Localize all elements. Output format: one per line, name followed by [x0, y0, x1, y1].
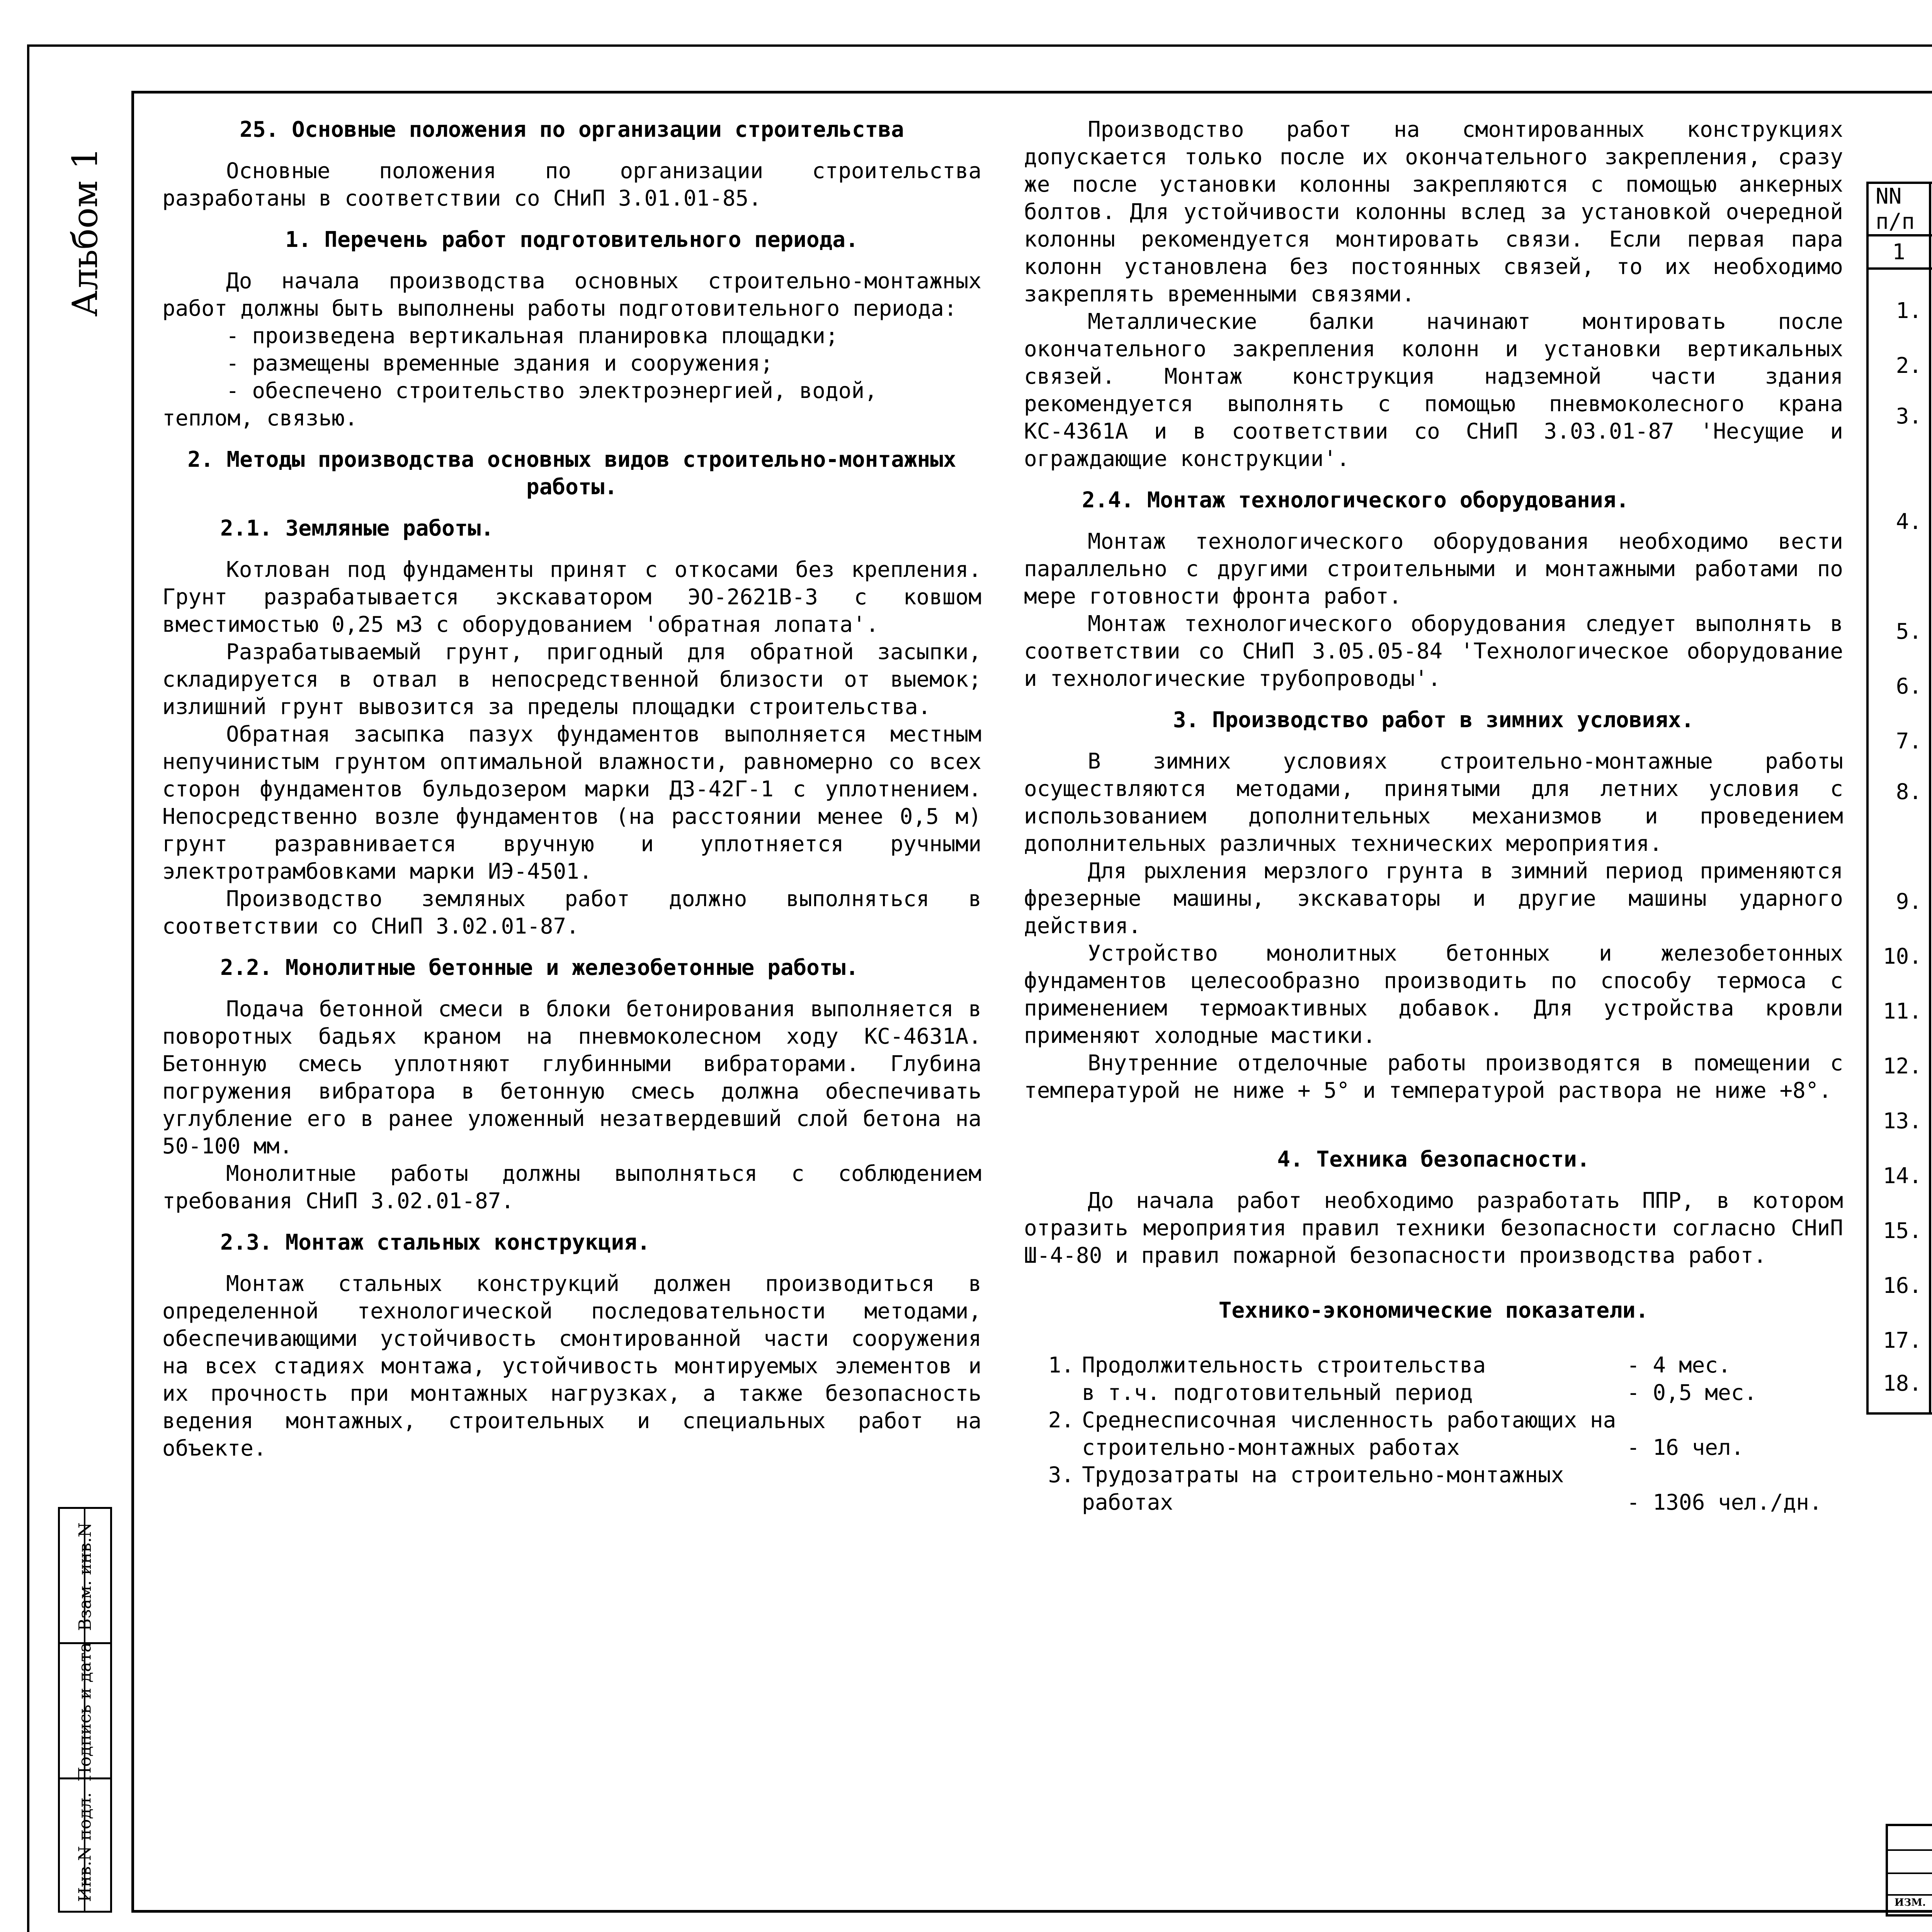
paragraph: Монтаж технологического оборудования необходимо вести параллельно с другими строительными и монтажными работами по мере готовности фронта работ. — [1024, 529, 1843, 609]
subsection-heading: 2.2. Монолитные бетонные и железобетонные работы. — [220, 955, 859, 980]
col-header-nn: NN п/п — [1867, 183, 1930, 235]
paragraph: Внутренние отделочные работы производятся в помещении с температурой не ниже + 5° и температурой раствора не ниже +8°. — [1024, 1051, 1843, 1103]
section-heading: 4. Техника безопасности. — [1277, 1147, 1590, 1172]
indicator-row: 3. Трудозатраты на строительно-монтажных работах - 1306 чел./дн. — [1048, 1463, 1822, 1515]
volumes-title — [1866, 116, 1932, 171]
table-row: 6. — [1867, 645, 1932, 700]
paragraph: Устройство монолитных бетонных и железобетонных фундаментов целесообразно производить по способу термоса с применением термоактивных добавок. Для устройства кровли применяют холодные мастики. — [1024, 941, 1843, 1048]
table-row: 16. — [1867, 1245, 1932, 1299]
section-heading: 3. Производство работ в зимних условиях. — [1173, 707, 1694, 733]
sig-cell-inv: Инв.N подл. — [60, 1777, 110, 1915]
table-row: 5. — [1867, 590, 1932, 645]
subsection-heading: 2.3. Монтаж стальных конструкция. — [220, 1230, 650, 1255]
paragraph: Металлические балки начинают монтировать после окончательного закрепления колонн и установки вертикальных связей. Монтаж конструкция надземной части здания рекомендуется выполнять с помощью пневмоколесного крана КС-4361А и в соответствии со СНиП 3.03.01-87 'Несущие и ограждающие конструкции'. — [1024, 309, 1843, 471]
album-label: Альбом 1 — [65, 147, 105, 317]
table-row: 4. — [1867, 485, 1932, 590]
paragraph: Котлован под фундаменты принят с откосами без крепления. Грунт разрабатывается экскаватором ЭО-2621В-3 с ковшом вместимостью 0,25 м3 с оборудованием 'обратная лопата'. — [162, 557, 981, 637]
text-column-1 — [162, 116, 981, 1462]
paragraph: Производство работ на смонтированных конструкциях допускается только после их окончательного закрепления, сразу же после установки колонны закрепляются с помощью анкерных болтов. Для устойчивости колонны вслед за установкой очередной колонны рекомендуется монтировать связи. Если первая пара колонн установлена без постоянных связей, то их необходимо закреплять временными связями. — [1024, 117, 1843, 307]
col-header-name — [1930, 183, 1932, 235]
paragraph: В зимних условиях строительно-монтажные работы осуществляются методами, принятыми для летних условия с использованием дополнительных механизмов и проведением дополнительных различных технических мероприятия. — [1024, 749, 1843, 856]
table-row: 1. — [1867, 269, 1932, 325]
section-heading: 1. Перечень работ подготовительного периода. — [285, 227, 859, 252]
paragraph: Монтаж стальных конструкций должен производиться в определенной технологической последовательности методами, обеспечивающими устойчивость смонтированной части сооружения на всех стадиях монтажа, устойчивость монтируемых элементов и их прочность при монтажных нагрузках, а также безопасность ведения монтажных, строительных и специальных работ на объекте. — [162, 1271, 981, 1461]
sig-cell-podpis: Подпись и дата — [60, 1642, 110, 1779]
list — [162, 322, 981, 432]
paragraph: Основные положения по организации строительства разработаны в соответствии со СНиП 3.01.01-85. — [162, 158, 981, 211]
paragraph: Подача бетонной смеси в блоки бетонирования выполняется в поворотных бадьях краном на пневмоколесном ходу КС-4631А. Бетонную смесь уплотняют глубинными вибраторами. Глубина погружения вибратора в бетонную смесь должна обеспечивать углубление его в ранее уложенный незатвердевший слой бетона на 50-100 мм. — [162, 997, 981, 1159]
list-item: - обеспечено строительство электроэнергией, водой, теплом, связью. — [162, 378, 878, 431]
section-heading: Технико-экономические показатели. — [1218, 1298, 1649, 1323]
indicators-list — [1024, 1352, 1843, 1516]
indicator-row: 1. Продолжительность строительства - 4 мес. — [1048, 1353, 1731, 1378]
table-row: 13. — [1867, 1080, 1932, 1135]
sig-cell-vzam: Взам. инв.N — [60, 1507, 110, 1644]
subsection-heading: 2.1. Земляные работы. — [220, 516, 494, 541]
table-row: 18. — [1867, 1354, 1932, 1413]
paragraph: До начала работ необходимо разработать ППР, в котором отразить мероприятия правил техники безопасности согласно СНиП Ш-4-80 и правил пожарной безопасности производства работ. — [1024, 1188, 1843, 1268]
section-heading: 25. Основные положения по организации строительства — [240, 117, 904, 142]
title-block: ИЗМ. — [1886, 1824, 1932, 1917]
paragraph: Для рыхления мерзлого грунта в зимний период применяются фрезерные машины, экскаваторы и другие машины ударного действия. — [1024, 859, 1843, 939]
volumes-table: NN п/п 1 1. 2. 3. 4. 5. 6. 7. 8. 9. 10. 11. 12. 13. 14. 15. 16. 17. 18. — [1866, 182, 1932, 1415]
table-row: 8. — [1867, 755, 1932, 861]
table-row: 12. — [1867, 1025, 1932, 1080]
paragraph: Обратная засыпка пазух фундаментов выполняется местным непучинистым грунтом оптимальной влажности, равномерно со всех сторон фундаментов бульдозером марки ДЗ-42Г-1 с уплотнением. Непосредственно возле фундаментов (на расстоянии менее 0,5 м) грунт разравнивается вручную и уплотняется ручными электротрамбовками марки ИЭ-4501. — [162, 722, 981, 884]
table-row: 10. — [1867, 915, 1932, 970]
list-item: - размещены временные здания и сооружения; — [226, 351, 774, 376]
text-column-2 — [1024, 116, 1843, 1516]
paragraph: До начала производства основных строительно-монтажных работ должны быть выполнены работы подготовительного периода: — [162, 269, 981, 321]
table-row: 3. — [1867, 379, 1932, 485]
paragraph: Монолитные работы должны выполняться с соблюдением требования СНиП 3.02.01-87. — [162, 1161, 981, 1214]
list-item: - произведена вертикальная планировка площадки; — [226, 323, 838, 349]
paragraph: Разрабатываемый грунт, пригодный для обратной засыпки, складируется в отвал в непосредственной близости от выемок; излишний грунт вывозится за пределы площадки строительства. — [162, 639, 981, 719]
table-row: 17. — [1867, 1299, 1932, 1354]
table-row: 11. — [1867, 970, 1932, 1025]
table-row: 2. — [1867, 325, 1932, 379]
table-row: 14. — [1867, 1135, 1932, 1190]
table-row: 7. — [1867, 700, 1932, 755]
table-row: 15. — [1867, 1190, 1932, 1245]
table-row: 9. — [1867, 861, 1932, 915]
paragraph: Производство земляных работ должно выполняться в соответствии со СНиП 3.02.01-87. — [162, 886, 981, 939]
section-heading: 2. Методы производства основных видов строительно-монтажных работы. — [187, 447, 956, 500]
indicator-row: в т.ч. подготовительный период - 0,5 мес. — [1082, 1380, 1757, 1405]
paragraph: Монтаж технологического оборудования следует выполнять в соответствии со СНиП 3.05.05-84 'Технологическое оборудование и технологические трубопроводы'. — [1024, 611, 1843, 691]
indicator-row: 2. Среднесписочная численность работающих на строительно-монтажных работах - 16 чел. — [1048, 1408, 1744, 1460]
signature-strip — [58, 1507, 112, 1913]
subsection-heading: 2.4. Монтаж технологического оборудования. — [1082, 488, 1629, 513]
